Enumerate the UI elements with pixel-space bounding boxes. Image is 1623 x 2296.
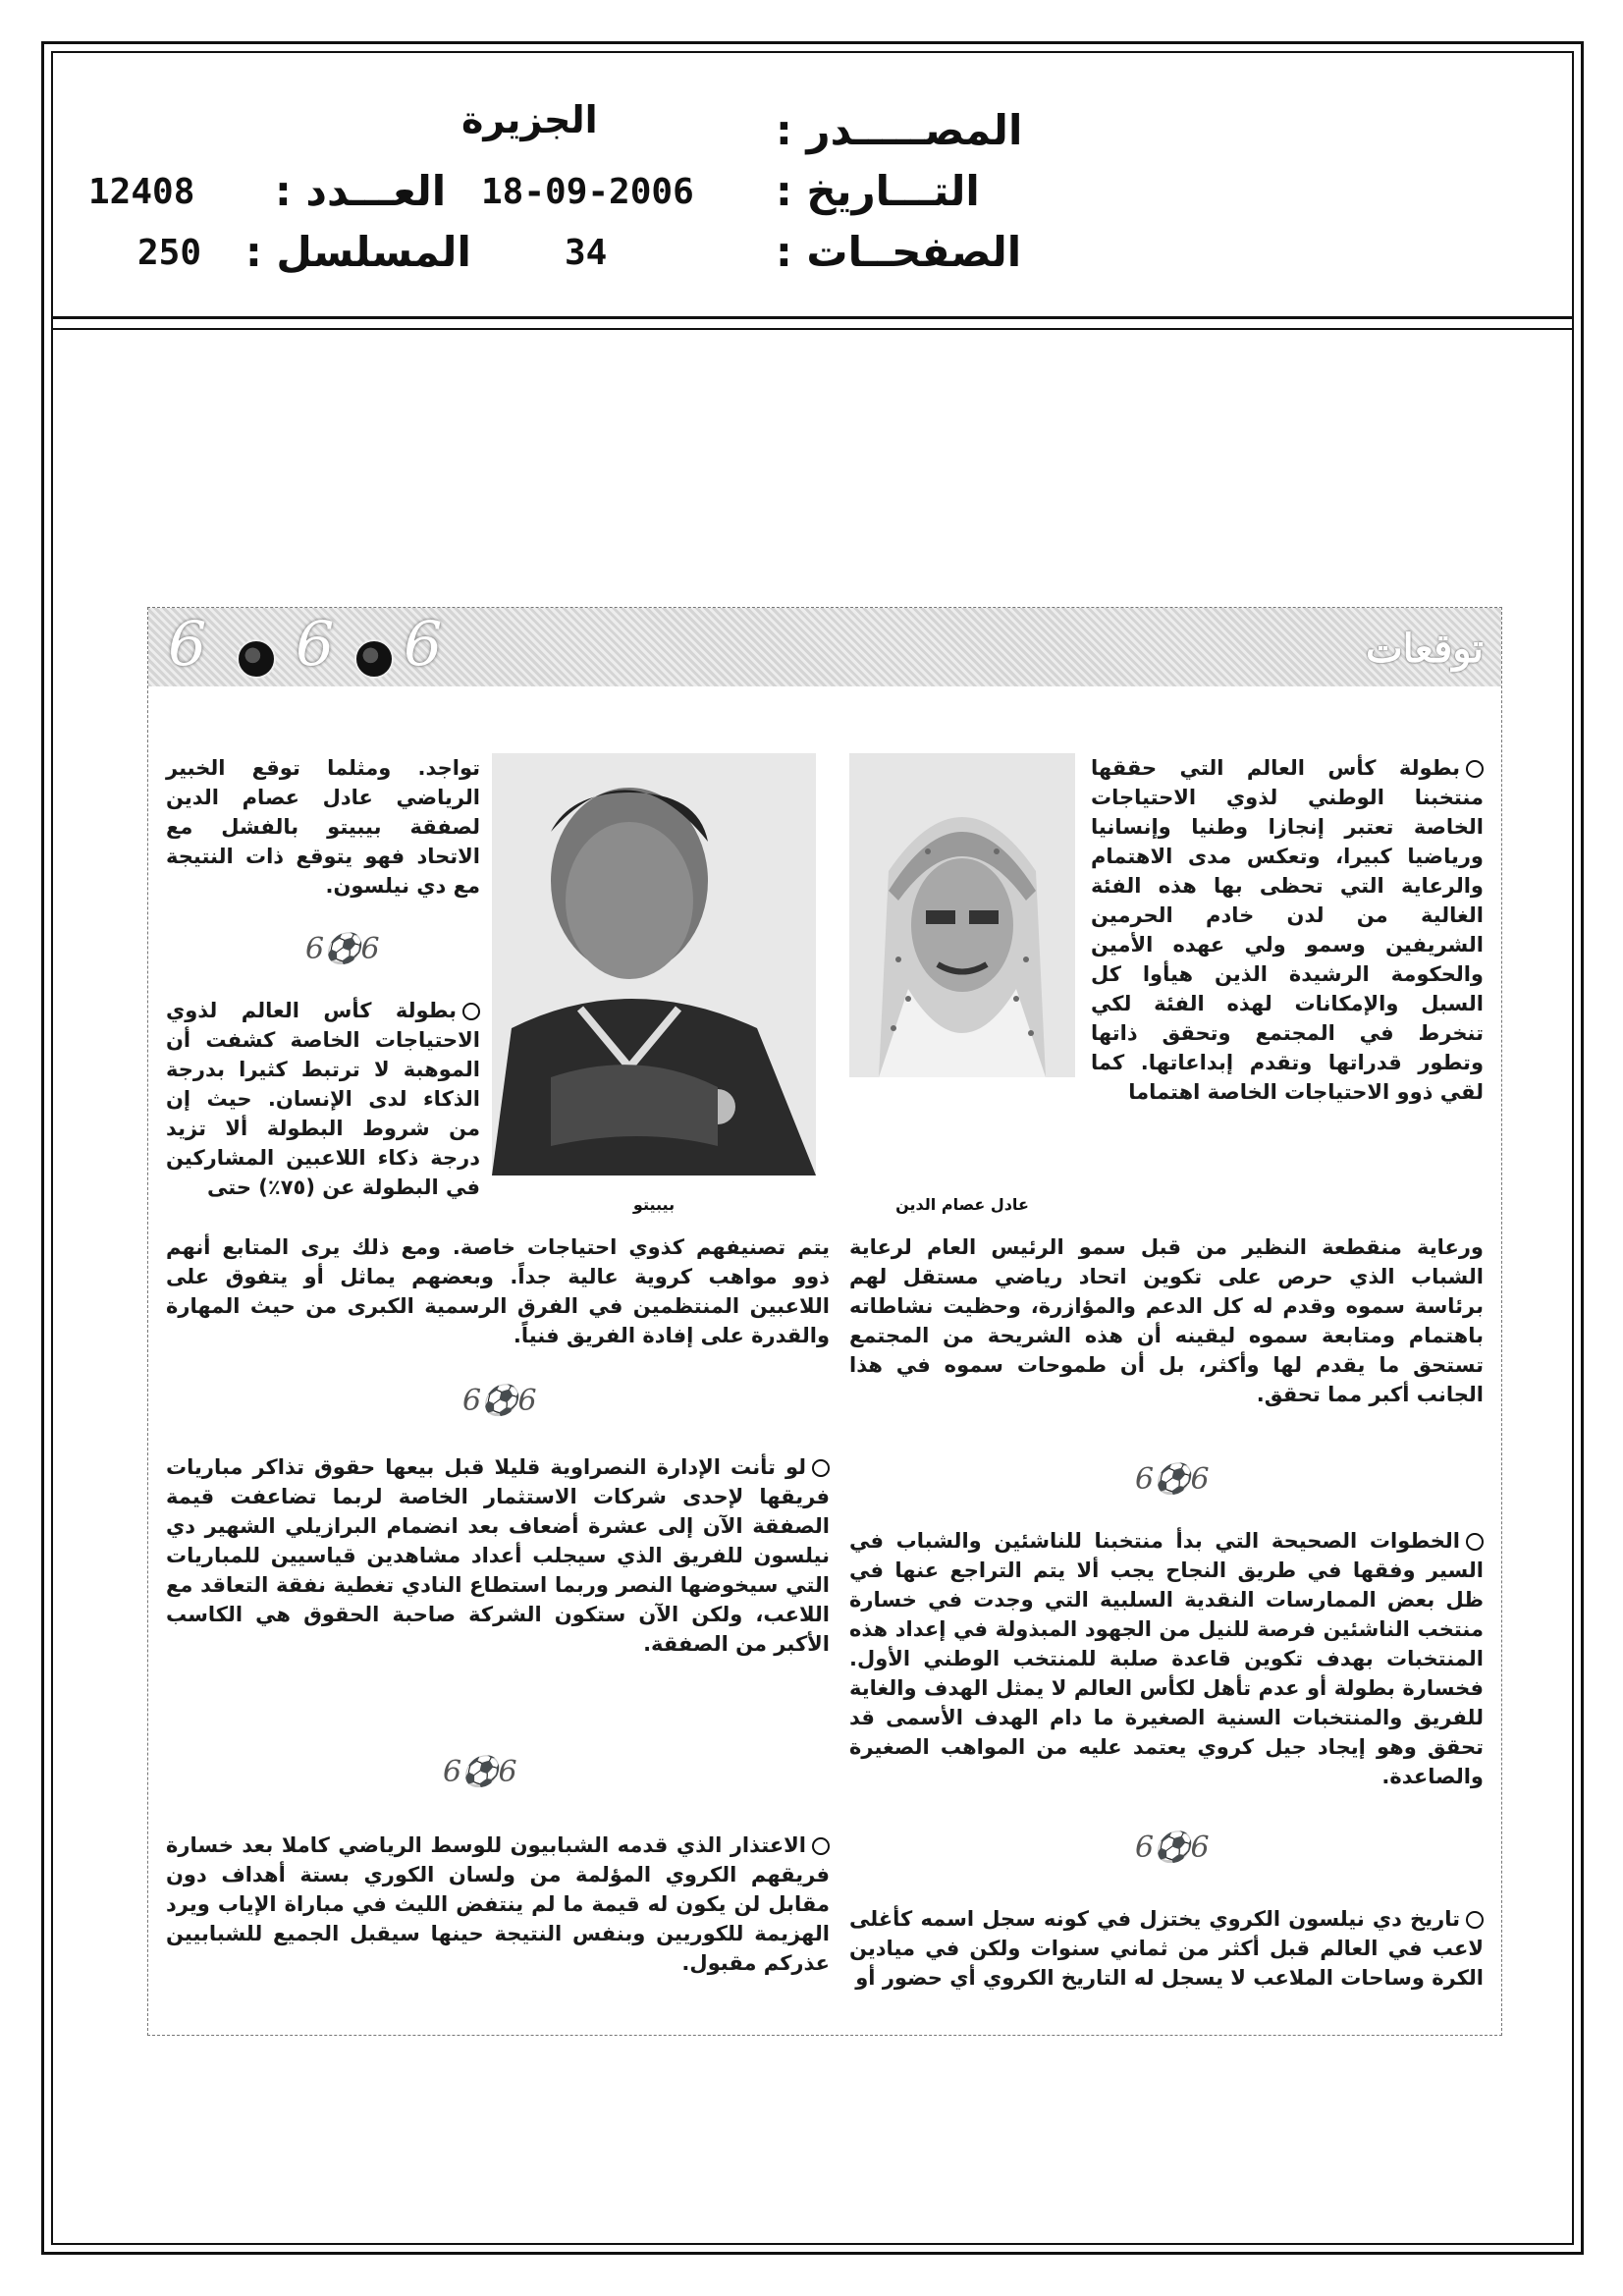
swirl-icon: 6: [168, 608, 207, 680]
left-column-nassr: [166, 1452, 830, 1668]
paragraph: لو تأنت الإدارة النصراوية قليلا قبل بيعها حقوق تذاكر مباريات فريقها لإحدى شركات الاستثمار الخاصة لربما تضاعفت قيمة الصفقة الآن إلى عشرة أضعاف بعد انضمام البرازيلي الشهير دي نيلسون للفريق الذي سيجلب أعداد مشاهدين قياسيين للمباريات التي سيخوضها النصر وربما استطاع النادي تغطية نفقة التعاقد مع اللاعب، ولكن الآن ستكون الشركة صاحبة الحقوق هي الكاسب الأكبر من الصفقة.: [166, 1455, 830, 1656]
swirl-icon: 6: [296, 608, 335, 680]
bullet-icon: [1466, 1911, 1484, 1929]
photo-bebeto: [492, 753, 816, 1175]
pages-label: الصفحــات :: [776, 228, 1022, 276]
paragraph: يتم تصنيفهم كذوي احتياجات خاصة. ومع ذلك يرى المتابع أنهم ذوو مواهب كروية عالية جداً. وبعضهم يماثل أو يتفوق على اللاعبين المنتظمين في الفرق الرسمية الكبرى من حيث المهارة والقدرة على إفادة الفريق فنياً.: [166, 1235, 830, 1347]
football-icon: [237, 639, 276, 679]
paragraph: ورعاية منقطعة النظير من قبل سمو الرئيس العام لرعاية الشباب الذي حرص على تكوين اتحاد رياضي مستقل لهم برئاسة سموه وقدم له كل الدعم والمؤازرة، وحظيت نشاطاته باهتمام ومتابعة سموه ليقينه أن هذه الشريحة من المجتمع تستحق ما يقدم لها وأكثر، بل أن طموحات سموه في هذا الجانب أكبر مما تحقق.: [849, 1235, 1484, 1406]
date-label: التـــاريخ :: [776, 167, 980, 215]
section-divider-icon: 6⚽6: [305, 932, 380, 966]
bullet-icon: [812, 1837, 830, 1855]
header-divider-inner: [51, 328, 1574, 330]
paragraph: تواجد. ومثلما توقع الخبير الرياضي عادل عصام الدين لصفقة بيبيتو بالفشل مع الاتحاد فهو يتوقع ذات النتيجة مع دي نيلسون.: [166, 756, 480, 898]
bullet-icon: [1466, 760, 1484, 778]
photo-adel-essam: [849, 753, 1075, 1077]
newspaper-clipping: [147, 607, 1502, 2036]
issue-label: العـــدد :: [275, 167, 447, 215]
right-column-continued: [849, 1232, 1484, 1419]
left-column-bottom: [166, 1831, 830, 1988]
right-column-top: [1091, 753, 1484, 1117]
section-divider-icon: 6⚽6: [462, 1384, 537, 1418]
section-divider-icon: 6⚽6: [1135, 1462, 1210, 1497]
paragraph: الاعتذار الذي قدمه الشبابيون للوسط الرياضي كاملا بعد خسارة فريقهم الكروي المؤلمة من ولسان الكوري بستة أهداف دون مقابل لن يكون له قيمة ما لم ينتفض الليث في مباراة الإياب ويرد الهزيمة للكوريين وبنفس النتيجة حينها سيقبل الجميع للشبابيين عذركم مقبول.: [166, 1833, 830, 1975]
source-value: الجزيرة: [461, 98, 598, 141]
right-column-bottom: [849, 1904, 1484, 2002]
paragraph: تاريخ دي نيلسون الكروي يختزل في كونه سجل اسمه كأغلى لاعب في العالم قبل أكثر من ثماني سنوات ولكن في ميادين الكرة وساحات الملاعب لا يسجل له التاريخ الكروي أي حضور أو: [849, 1907, 1484, 1990]
section-divider-icon: 6⚽6: [1135, 1831, 1210, 1865]
left-column-mid: [166, 996, 480, 1212]
paragraph: الخطوات الصحيحة التي بدأ منتخبنا للناشئين والشباب في السير وفقها في طريق النجاح يجب ألا يتم التراجع عنها في ظل بعض الممارسات النقدية السلبية التي وجدت في خسارة منتخب الناشئين فرصة للنيل من الجهود المبذولة في إعداد هذه المنتخبات بهدف تكوين قاعدة صلبة للمنتخب الوطني الأول. فخسارة بطولة أو عدم تأهل لكأس العالم لا يمثل الهدف والغاية للفريق والمنتخبات السنية الصغيرة ما دام الهدف الأسمى قد تحقق وهو إيجاد جيل كروي يعتمد عليه من المواهب الصغيرة والصاعدة.: [849, 1529, 1484, 1788]
bullet-icon: [1466, 1533, 1484, 1551]
right-column-mid: [849, 1526, 1484, 1801]
banner-title: توقعات: [1365, 626, 1484, 672]
section-divider-icon: 6⚽6: [443, 1755, 517, 1789]
column-banner: [148, 608, 1501, 686]
photo-caption-right: عادل عصام الدين: [895, 1195, 1029, 1214]
date-value: 18-09-2006: [481, 172, 694, 212]
football-icon: [354, 639, 394, 679]
pages-value: 34: [565, 233, 608, 273]
bullet-icon: [812, 1459, 830, 1477]
paragraph: بطولة كأس العالم لذوي الاحتياجات الخاصة كشفت أن الموهبة لا ترتبط كثيرا بدرجة الذكاء لدى الإنسان. حيث إن من شروط البطولة ألا تزيد درجة ذكاء اللاعبين المشاركين في البطولة عن (٧٥٪) حتى: [166, 999, 480, 1199]
source-label: المصـــــدر :: [776, 106, 1023, 154]
swirl-icon: 6: [404, 608, 443, 680]
header-divider: [51, 316, 1574, 319]
serial-label: المسلسل :: [245, 228, 471, 276]
left-column-top: [166, 753, 480, 910]
serial-value: 250: [137, 233, 202, 273]
paragraph: بطولة كأس العالم التي حققها منتخبنا الوطني لذوي الاحتياجات الخاصة تعتبر إنجازا وطنيا وإنسانيا ورياضيا كبيرا، وتعكس مدى الاهتمام والرعاية التي تحظى بها هذه الفئة الغالية من لدن خادم الحرمين الشريفين وسمو ولي عهده الأمين والحكومة الرشيدة الذين هيأوا كل السبل والإمكانات لهذه الفئة لكي تنخرط في المجتمع وتحقق ذاتها وتطور قدراتها وتقدم إبداعاتها. كما لقي ذوو الاحتياجات الخاصة اهتماما: [1091, 756, 1484, 1104]
bullet-icon: [462, 1003, 480, 1020]
issue-value: 12408: [88, 172, 195, 212]
left-column-continued: [166, 1232, 830, 1360]
photo-caption-left: بيبيتو: [632, 1195, 676, 1214]
